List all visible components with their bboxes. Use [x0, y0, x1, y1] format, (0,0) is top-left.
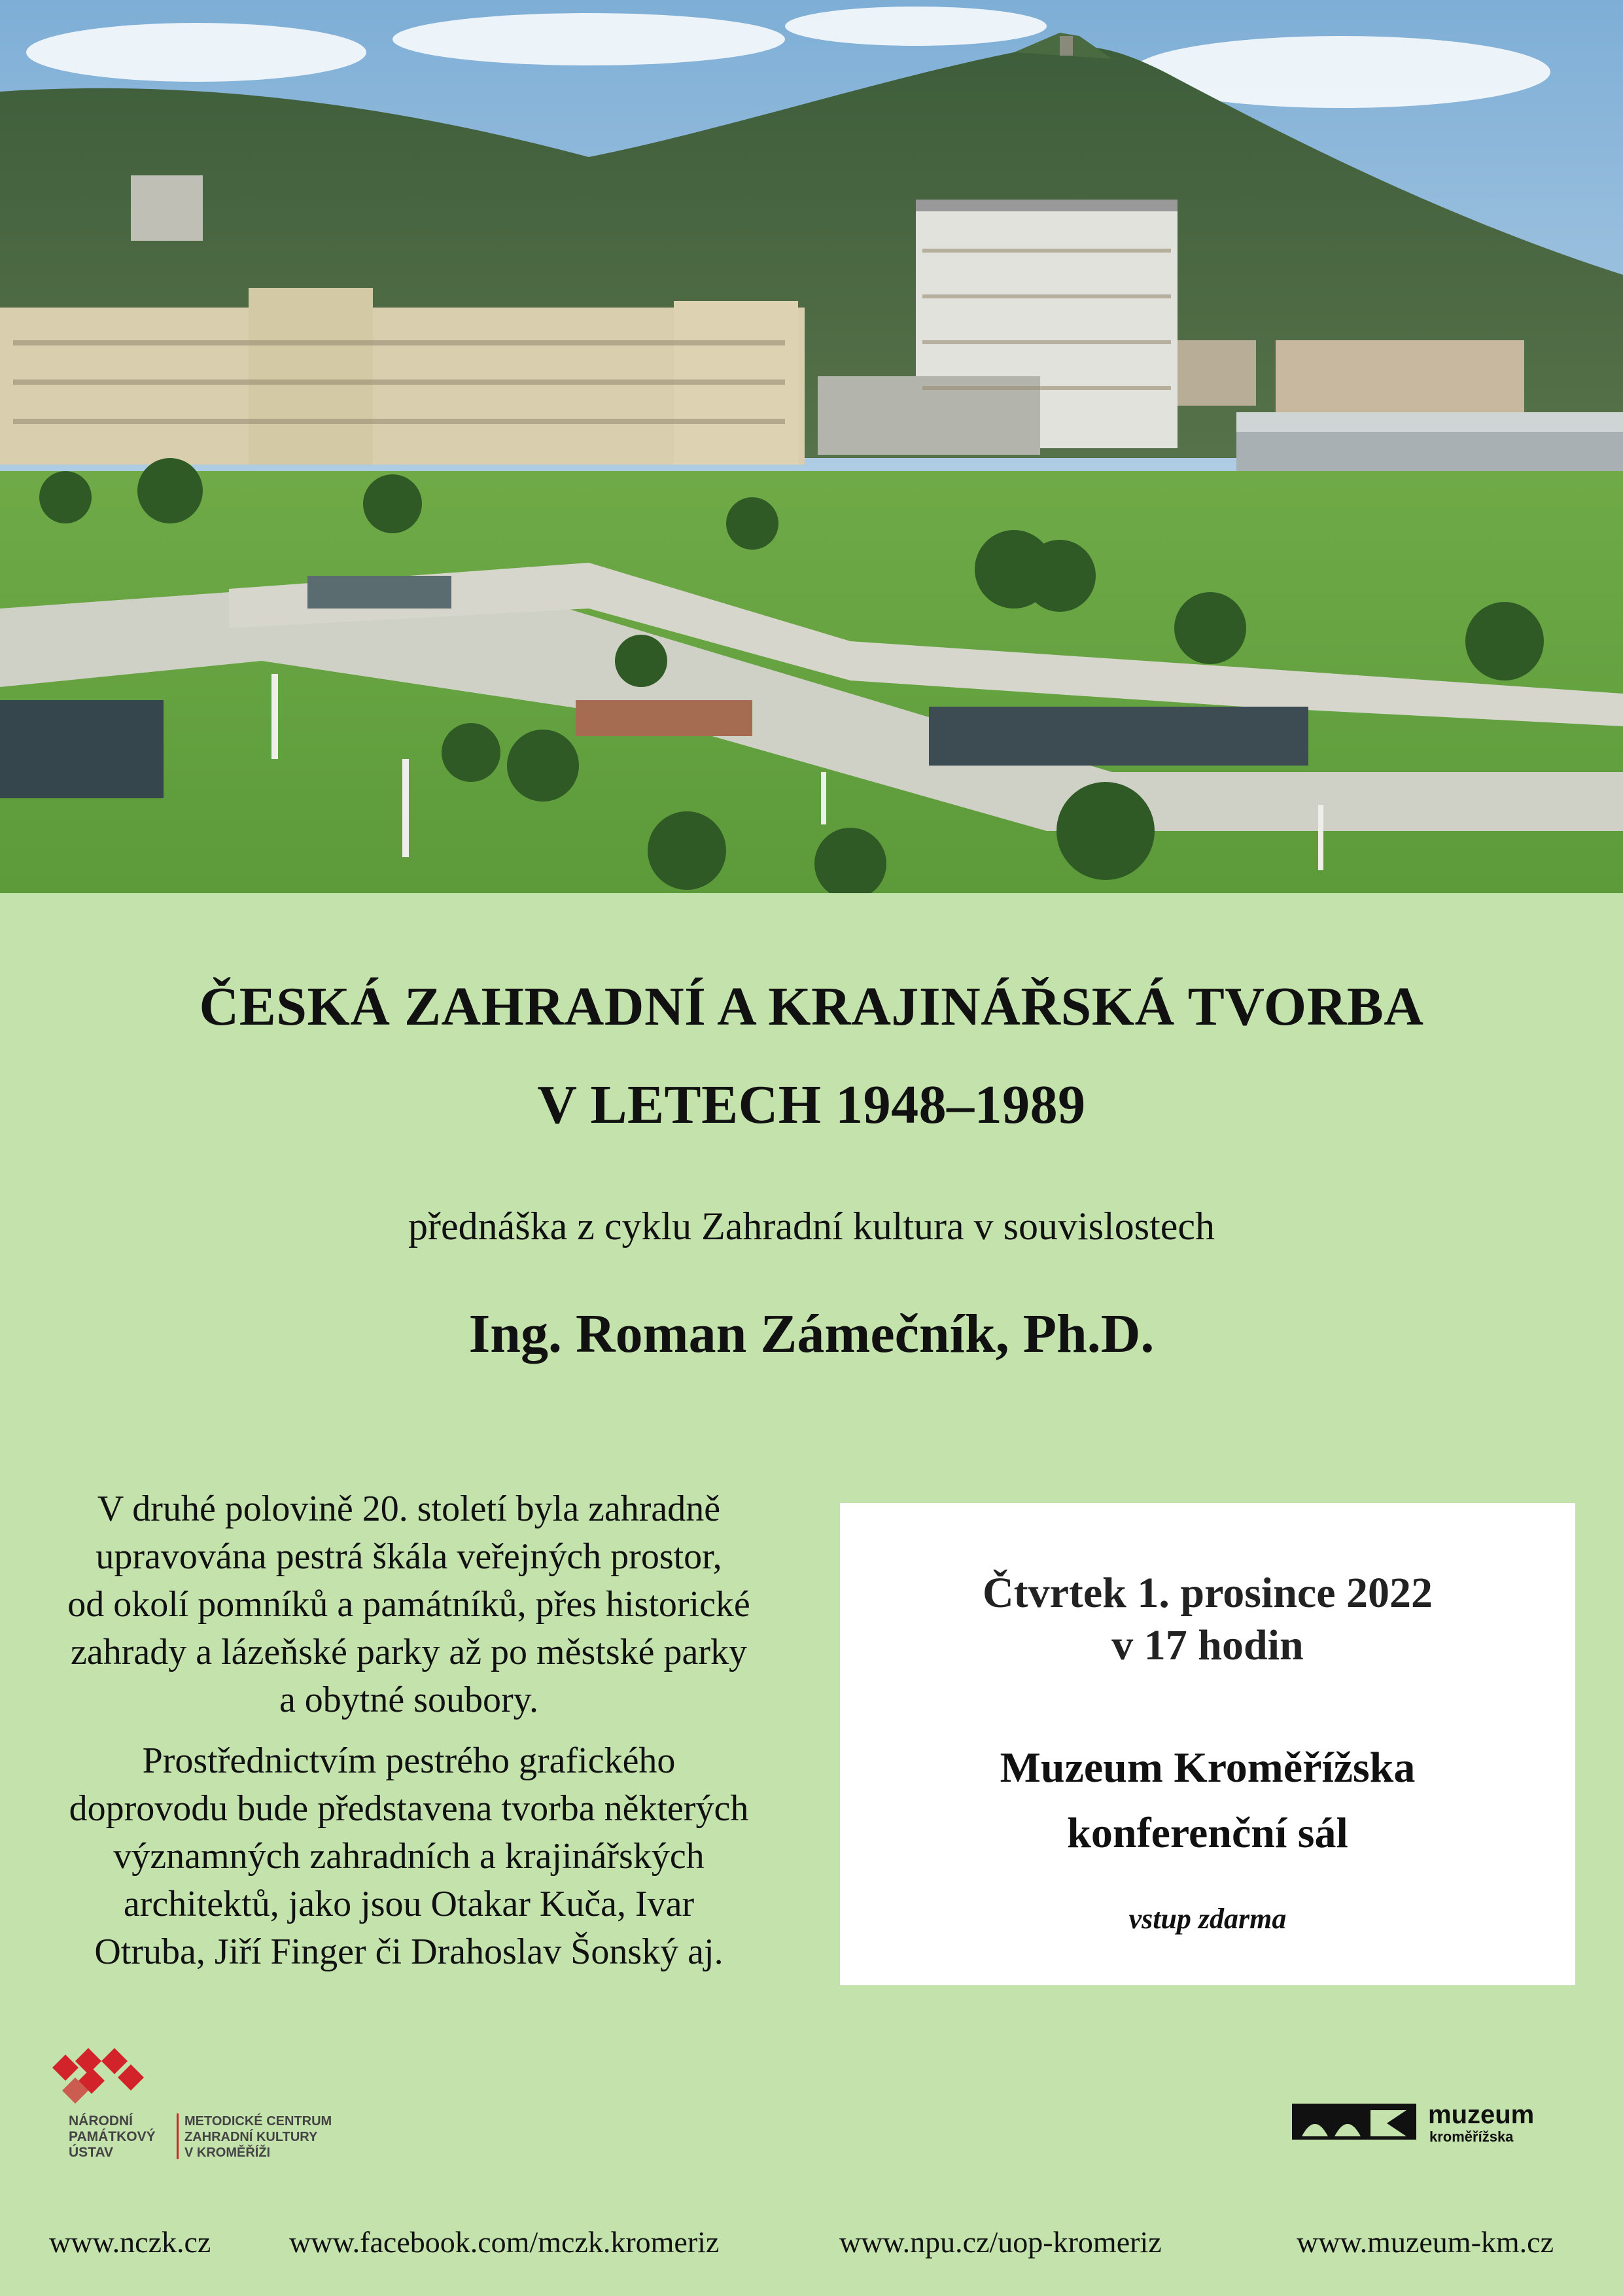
title-line-2: V LETECH 1948–1989 [537, 1074, 1086, 1135]
link-nczk[interactable]: www.nczk.cz [49, 2225, 211, 2259]
entry-note: vstup zdarma [1128, 1903, 1287, 1935]
venue-name: Muzeum Kroměřížska [1000, 1744, 1416, 1792]
desc-line: významných zahradních a krajinářských [113, 1836, 705, 1877]
desc-line: Otruba, Jiří Finger či Drahoslav Šonský aj. [94, 1932, 724, 1972]
venue-room: konferenční sál [1067, 1809, 1348, 1857]
link-muzeum[interactable]: www.muzeum-km.cz [1297, 2225, 1554, 2259]
lecture-subtitle: přednáška z cyklu Zahradní kultura v souvislostech [408, 1205, 1215, 1248]
desc-line: doprovodu bude představena tvorba některých [69, 1788, 749, 1829]
description-paragraph-1 [39, 1485, 778, 1724]
muzeum-logo-icon [1292, 2097, 1567, 2149]
desc-line: upravována pestrá škála veřejných prostor, [96, 1536, 722, 1577]
event-venue [840, 1735, 1575, 1866]
npu-left-line: NÁRODNÍ [69, 2113, 133, 2128]
npu-right-line: V KROMĚŘÍŽI [184, 2146, 271, 2160]
desc-line: V druhé polovině 20. století byla zahradně [97, 1489, 721, 1529]
npu-divider [177, 2113, 179, 2159]
npu-logo-mark [52, 2048, 144, 2104]
desc-line: Prostřednictvím pestrého grafického [142, 1740, 676, 1781]
desc-line: a obytné soubory. [279, 1680, 539, 1720]
muzeum-region: kroměřížska [1429, 2128, 1514, 2145]
link-facebook[interactable]: www.facebook.com/mczk.kromeriz [289, 2225, 720, 2259]
event-info-box [840, 1503, 1575, 1985]
event-date: Čtvrtek 1. prosince 2022 [982, 1569, 1433, 1617]
city-park-photo [0, 0, 1623, 893]
desc-line: od okolí pomníků a památníků, přes historické [67, 1584, 750, 1625]
event-time: v 17 hodin [1111, 1621, 1304, 1669]
link-npu[interactable]: www.npu.cz/uop-kromeriz [839, 2225, 1162, 2259]
desc-line: architektů, jako jsou Otakar Kuča, Ivar [123, 1884, 695, 1924]
npu-right-line: METODICKÉ CENTRUM [184, 2114, 332, 2128]
muzeum-logo-mark [1292, 2104, 1416, 2140]
npu-right-line: ZAHRADNÍ KULTURY [184, 2130, 318, 2144]
footer-links [0, 2225, 1623, 2264]
desc-line: zahrady a lázeňské parky až po městské parky [71, 1632, 747, 1672]
event-datetime [840, 1567, 1575, 1672]
muzeum-name: muzeum [1428, 2100, 1535, 2129]
lecture-description [39, 1485, 778, 1989]
npu-left-line: ÚSTAV [69, 2145, 114, 2160]
speaker-name: Ing. Roman Zámečník, Ph.D. [468, 1303, 1155, 1364]
title-line-1: ČESKÁ ZAHRADNÍ A KRAJINÁŘSKÁ TVORBA [199, 976, 1424, 1037]
npu-left-line: PAMÁTKOVÝ [69, 2129, 156, 2144]
npu-logo-icon [46, 2048, 386, 2166]
description-paragraph-2 [39, 1737, 778, 1976]
